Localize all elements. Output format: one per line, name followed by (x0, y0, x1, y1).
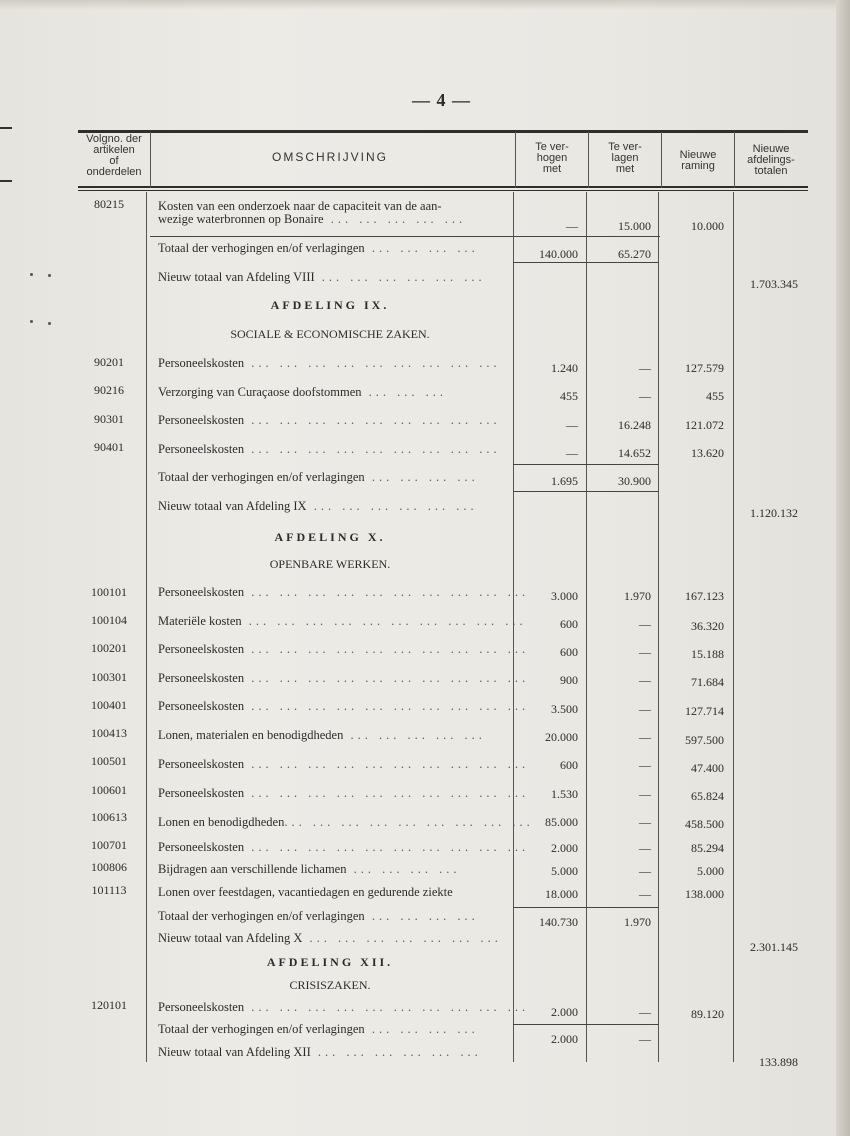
decrease-value: — (639, 361, 651, 375)
column-divider (658, 192, 659, 1062)
increase-value: 2.000 (551, 1005, 578, 1019)
new-estimate-value: 71.684 (691, 675, 724, 689)
header-top-rule (78, 130, 808, 133)
increase-value: 2.000 (551, 1032, 578, 1046)
leader-dots: ... ... ... ... (364, 241, 479, 255)
article-number: 100104 (91, 613, 127, 627)
row-description (158, 728, 508, 743)
leader-dots: ... ... ... ... (364, 470, 479, 484)
decrease-value: — (639, 645, 651, 659)
row-description-text: Personeelskosten (158, 786, 245, 800)
row-description (158, 499, 508, 514)
new-estimate-value: 167.123 (685, 589, 724, 603)
row-description (158, 862, 508, 877)
page-number: — 4 — (412, 90, 471, 110)
decrease-value: — (639, 787, 651, 801)
leader-dots: ... ... ... ... ... ... ... ... ... (244, 413, 501, 427)
increase-value: 85.000 (545, 815, 578, 829)
header-increase-line: met (542, 163, 562, 175)
row-description-text: Personeelskosten (158, 585, 245, 599)
header-total-line: Nieuwe (752, 143, 790, 155)
leader-dots: ... ... ... ... (364, 909, 479, 923)
header-code-line: of (109, 155, 119, 167)
leader-dots: ... ... ... ... ... (323, 212, 467, 226)
increase-value: 3.000 (551, 589, 578, 603)
article-number: 90301 (94, 412, 124, 426)
leader-dots: ... ... ... ... ... ... ... (302, 931, 502, 945)
decrease-value: — (639, 730, 651, 744)
decrease-value: — (639, 758, 651, 772)
decrease-value: 16.248 (618, 418, 651, 432)
column-divider (146, 192, 147, 1062)
new-total-value: 1.703.345 (750, 277, 798, 291)
row-description (158, 442, 508, 457)
increase-value: 600 (560, 617, 578, 631)
increase-value: — (566, 418, 578, 432)
section-heading: AFDELING IX. (270, 298, 390, 312)
row-description-text: Personeelskosten (158, 757, 245, 771)
header-bottom-rule-2 (78, 190, 808, 191)
row-description-text: Nieuw totaal van Afdeling XII (158, 1045, 311, 1059)
row-description (158, 270, 508, 285)
article-number: 100413 (91, 726, 127, 740)
margin-rule (0, 127, 12, 129)
header-decrease-line: met (615, 163, 635, 175)
header-description: OMSCHRIJVING (272, 150, 389, 164)
row-description-text: Materiële kosten (158, 614, 242, 628)
decrease-value: — (639, 841, 651, 855)
decrease-value: — (639, 1005, 651, 1019)
row-description-text: Lonen en benodigdheden (158, 815, 285, 829)
new-estimate-value: 138.000 (685, 887, 724, 901)
new-estimate-value: 15.188 (691, 647, 724, 661)
row-description: Kosten van een onderzoek naar de capaciteit van de aan- (158, 199, 442, 213)
new-estimate-value: 85.294 (691, 841, 724, 855)
row-description-text: wezige waterbronnen op Bonaire (158, 212, 324, 226)
total-rule (513, 1024, 659, 1025)
page-top-shadow (0, 0, 850, 10)
leader-dots: ... ... ... ... (364, 1022, 479, 1036)
decrease-value: 30.900 (618, 474, 651, 488)
header-total-line: totalen (754, 165, 788, 177)
row-description (158, 470, 508, 485)
row-description-text: Totaal der verhogingen en/of verlagingen (158, 241, 365, 255)
new-estimate-value: 47.400 (691, 761, 724, 775)
leader-dots: ... ... ... (361, 385, 448, 399)
total-rule (513, 464, 659, 465)
header-decrease (589, 142, 661, 175)
article-number: 101113 (91, 883, 127, 897)
leader-dots: ... ... ... ... ... ... ... ... ... ... (244, 1000, 530, 1014)
header-new-line: Nieuwe (679, 149, 717, 161)
new-estimate-value: 13.620 (691, 446, 724, 460)
header-code-line: onderdelen (86, 166, 142, 178)
leader-dots: ... ... ... ... ... ... ... ... ... (244, 442, 501, 456)
section-heading: AFDELING X. (274, 530, 386, 544)
article-number: 90216 (94, 383, 124, 397)
new-total-value: 2.301.145 (750, 940, 798, 954)
increase-value: 3.500 (551, 702, 578, 716)
row-description-text: Bijdragen aan verschillende lichamen (158, 862, 347, 876)
article-number: 80215 (94, 197, 124, 211)
row-description-text: Totaal der verhogingen en/of verlagingen (158, 1022, 365, 1036)
row-description (158, 757, 530, 772)
row-description-text: Nieuw totaal van Afdeling VIII (158, 270, 315, 284)
new-total-value: 133.898 (759, 1055, 798, 1069)
new-estimate-value: 127.714 (685, 704, 724, 718)
decrease-value: 15.000 (618, 219, 651, 233)
decrease-value: — (639, 673, 651, 687)
margin-dot (30, 273, 33, 276)
row-description-text: Personeelskosten (158, 413, 245, 427)
article-number: 120101 (91, 998, 127, 1012)
section-heading: AFDELING XII. (266, 955, 394, 969)
leader-dots: ... ... ... ... ... ... ... ... ... (244, 356, 501, 370)
leader-dots: ... ... ... ... (346, 862, 461, 876)
row-description-text: Nieuw totaal van Afdeling X (158, 931, 303, 945)
header-increase (516, 142, 588, 175)
increase-value: 1.240 (551, 361, 578, 375)
row-description (158, 385, 508, 400)
margin-rule (0, 180, 12, 182)
new-estimate-value: 455 (706, 389, 724, 403)
row-description-text: Personeelskosten (158, 1000, 245, 1014)
increase-value: 2.000 (551, 841, 578, 855)
increase-value: 455 (560, 389, 578, 403)
header-code-line: Volgno. der (86, 133, 142, 145)
header-increase-line: Te ver- (535, 141, 569, 153)
article-number: 90401 (94, 440, 124, 454)
row-description (158, 786, 530, 801)
decrease-value: — (639, 702, 651, 716)
row-description-text: Personeelskosten (158, 642, 245, 656)
section-subheading: CRISISZAKEN. (289, 978, 371, 992)
leader-dots: ... ... ... ... ... ... ... ... ... ... (244, 671, 530, 685)
page-right-edge (836, 0, 850, 1136)
increase-value: 600 (560, 758, 578, 772)
increase-value: 600 (560, 645, 578, 659)
article-number: 100613 (91, 810, 127, 824)
leader-dots: ... ... ... ... ... (343, 728, 486, 742)
increase-value: 5.000 (551, 864, 578, 878)
header-code-line: artikelen (93, 144, 135, 156)
leader-dots: ... ... ... ... ... ... ... ... ... ... (244, 840, 530, 854)
decrease-value: 65.270 (618, 247, 651, 261)
article-number: 100501 (91, 754, 127, 768)
header-decrease-line: lagen (611, 152, 639, 164)
column-divider (733, 192, 734, 1062)
row-description-text: Personeelskosten (158, 442, 245, 456)
new-estimate-value: 89.120 (691, 1007, 724, 1021)
row-description (158, 909, 508, 924)
row-description-text: Personeelskosten (158, 699, 245, 713)
header-bottom-rule (78, 186, 808, 188)
leader-dots: ... ... ... ... ... ... ... ... ... ... (244, 585, 530, 599)
row-description-text: Totaal der verhogingen en/of verlagingen (158, 470, 365, 484)
new-estimate-value: 121.072 (685, 418, 724, 432)
total-rule (513, 262, 659, 263)
decrease-value: — (639, 389, 651, 403)
leader-dots: ... ... ... ... ... ... (314, 270, 486, 284)
decrease-value: 1.970 (624, 915, 651, 929)
row-description (158, 642, 530, 657)
total-rule (513, 907, 659, 908)
increase-value: 20.000 (545, 730, 578, 744)
header-total-line: afdelings- (747, 154, 795, 166)
row-description (158, 413, 508, 428)
increase-value: 18.000 (545, 887, 578, 901)
row-description (158, 1000, 530, 1015)
header-decrease-line: Te ver- (608, 141, 642, 153)
decrease-value: — (639, 815, 651, 829)
margin-dot (30, 320, 33, 323)
leader-dots: ... ... ... ... ... ... ... ... ... ... (241, 614, 527, 628)
increase-value: — (566, 219, 578, 233)
row-description-text: Personeelskosten (158, 671, 245, 685)
section-rule (150, 236, 660, 237)
new-estimate-value: 5.000 (697, 864, 724, 878)
increase-value: 140.730 (539, 915, 578, 929)
margin-dot (48, 322, 51, 325)
row-description (158, 1022, 508, 1037)
increase-value: 900 (560, 673, 578, 687)
row-description-text: Totaal der verhogingen en/of verlagingen (158, 909, 365, 923)
total-rule (513, 491, 659, 492)
row-description (158, 815, 534, 830)
new-estimate-value: 597.500 (685, 733, 724, 747)
decrease-value: 1.970 (624, 589, 651, 603)
leader-dots: ... ... ... ... ... ... (310, 1045, 482, 1059)
article-number: 100601 (91, 783, 127, 797)
leader-dots: ... ... ... ... ... ... (306, 499, 478, 513)
row-description-text: Nieuw totaal van Afdeling IX (158, 499, 307, 513)
article-number: 100301 (91, 670, 127, 684)
decrease-value: — (639, 864, 651, 878)
header-increase-line: hogen (536, 152, 568, 164)
header-new-estimate (662, 150, 734, 172)
header-new-line: raming (681, 160, 715, 172)
header-code (78, 134, 150, 178)
new-estimate-value: 127.579 (685, 361, 724, 375)
row-description (158, 699, 530, 714)
decrease-value: — (639, 887, 651, 901)
row-description-text: Lonen, materialen en benodigdheden (158, 728, 344, 742)
column-divider (586, 192, 587, 1062)
header-divider (150, 132, 151, 188)
leader-dots: ... ... ... ... ... ... ... ... ... ... (244, 699, 530, 713)
row-description (158, 356, 508, 371)
article-number: 100201 (91, 641, 127, 655)
row-description (158, 614, 527, 629)
row-description: Lonen over feestdagen, vacantiedagen en gedurende ziekte (158, 885, 453, 899)
header-new-totals (735, 144, 807, 177)
decrease-value: — (639, 1032, 651, 1046)
leader-dots: ... ... ... ... ... ... ... ... ... ... (244, 642, 530, 656)
margin-dot (48, 274, 51, 277)
decrease-value: 14.652 (618, 446, 651, 460)
leader-dots: ... ... ... ... ... ... ... ... ... ... (244, 786, 530, 800)
row-description (158, 1045, 508, 1060)
leader-dots: ... ... ... ... ... ... ... ... ... (284, 815, 534, 829)
row-description-text: Personeelskosten (158, 356, 245, 370)
article-number: 100101 (91, 585, 127, 599)
row-description (158, 585, 530, 600)
section-subheading: OPENBARE WERKEN. (269, 557, 391, 571)
row-description-text: Verzorging van Curaçaose doofstommen (158, 385, 362, 399)
article-number: 100401 (91, 698, 127, 712)
row-description (158, 931, 508, 946)
row-description-text: Personeelskosten (158, 840, 245, 854)
new-total-value: 1.120.132 (750, 506, 798, 520)
row-description-continued (158, 212, 508, 227)
new-estimate-value: 65.824 (691, 789, 724, 803)
decrease-value: — (639, 617, 651, 631)
increase-value: 1.530 (551, 787, 578, 801)
leader-dots: ... ... ... ... ... ... ... ... ... ... (244, 757, 530, 771)
row-description (158, 671, 530, 686)
row-description (158, 241, 508, 256)
article-number: 100701 (91, 838, 127, 852)
increase-value: 140.000 (539, 247, 578, 261)
article-number: 90201 (94, 355, 124, 369)
article-number: 100806 (91, 860, 127, 874)
new-estimate-value: 458.500 (685, 817, 724, 831)
increase-value: — (566, 446, 578, 460)
new-estimate-value: 36.320 (691, 619, 724, 633)
section-subheading: SOCIALE & ECONOMISCHE ZAKEN. (230, 327, 430, 341)
row-description (158, 840, 530, 855)
increase-value: 1.695 (551, 474, 578, 488)
new-estimate-value: 10.000 (691, 219, 724, 233)
